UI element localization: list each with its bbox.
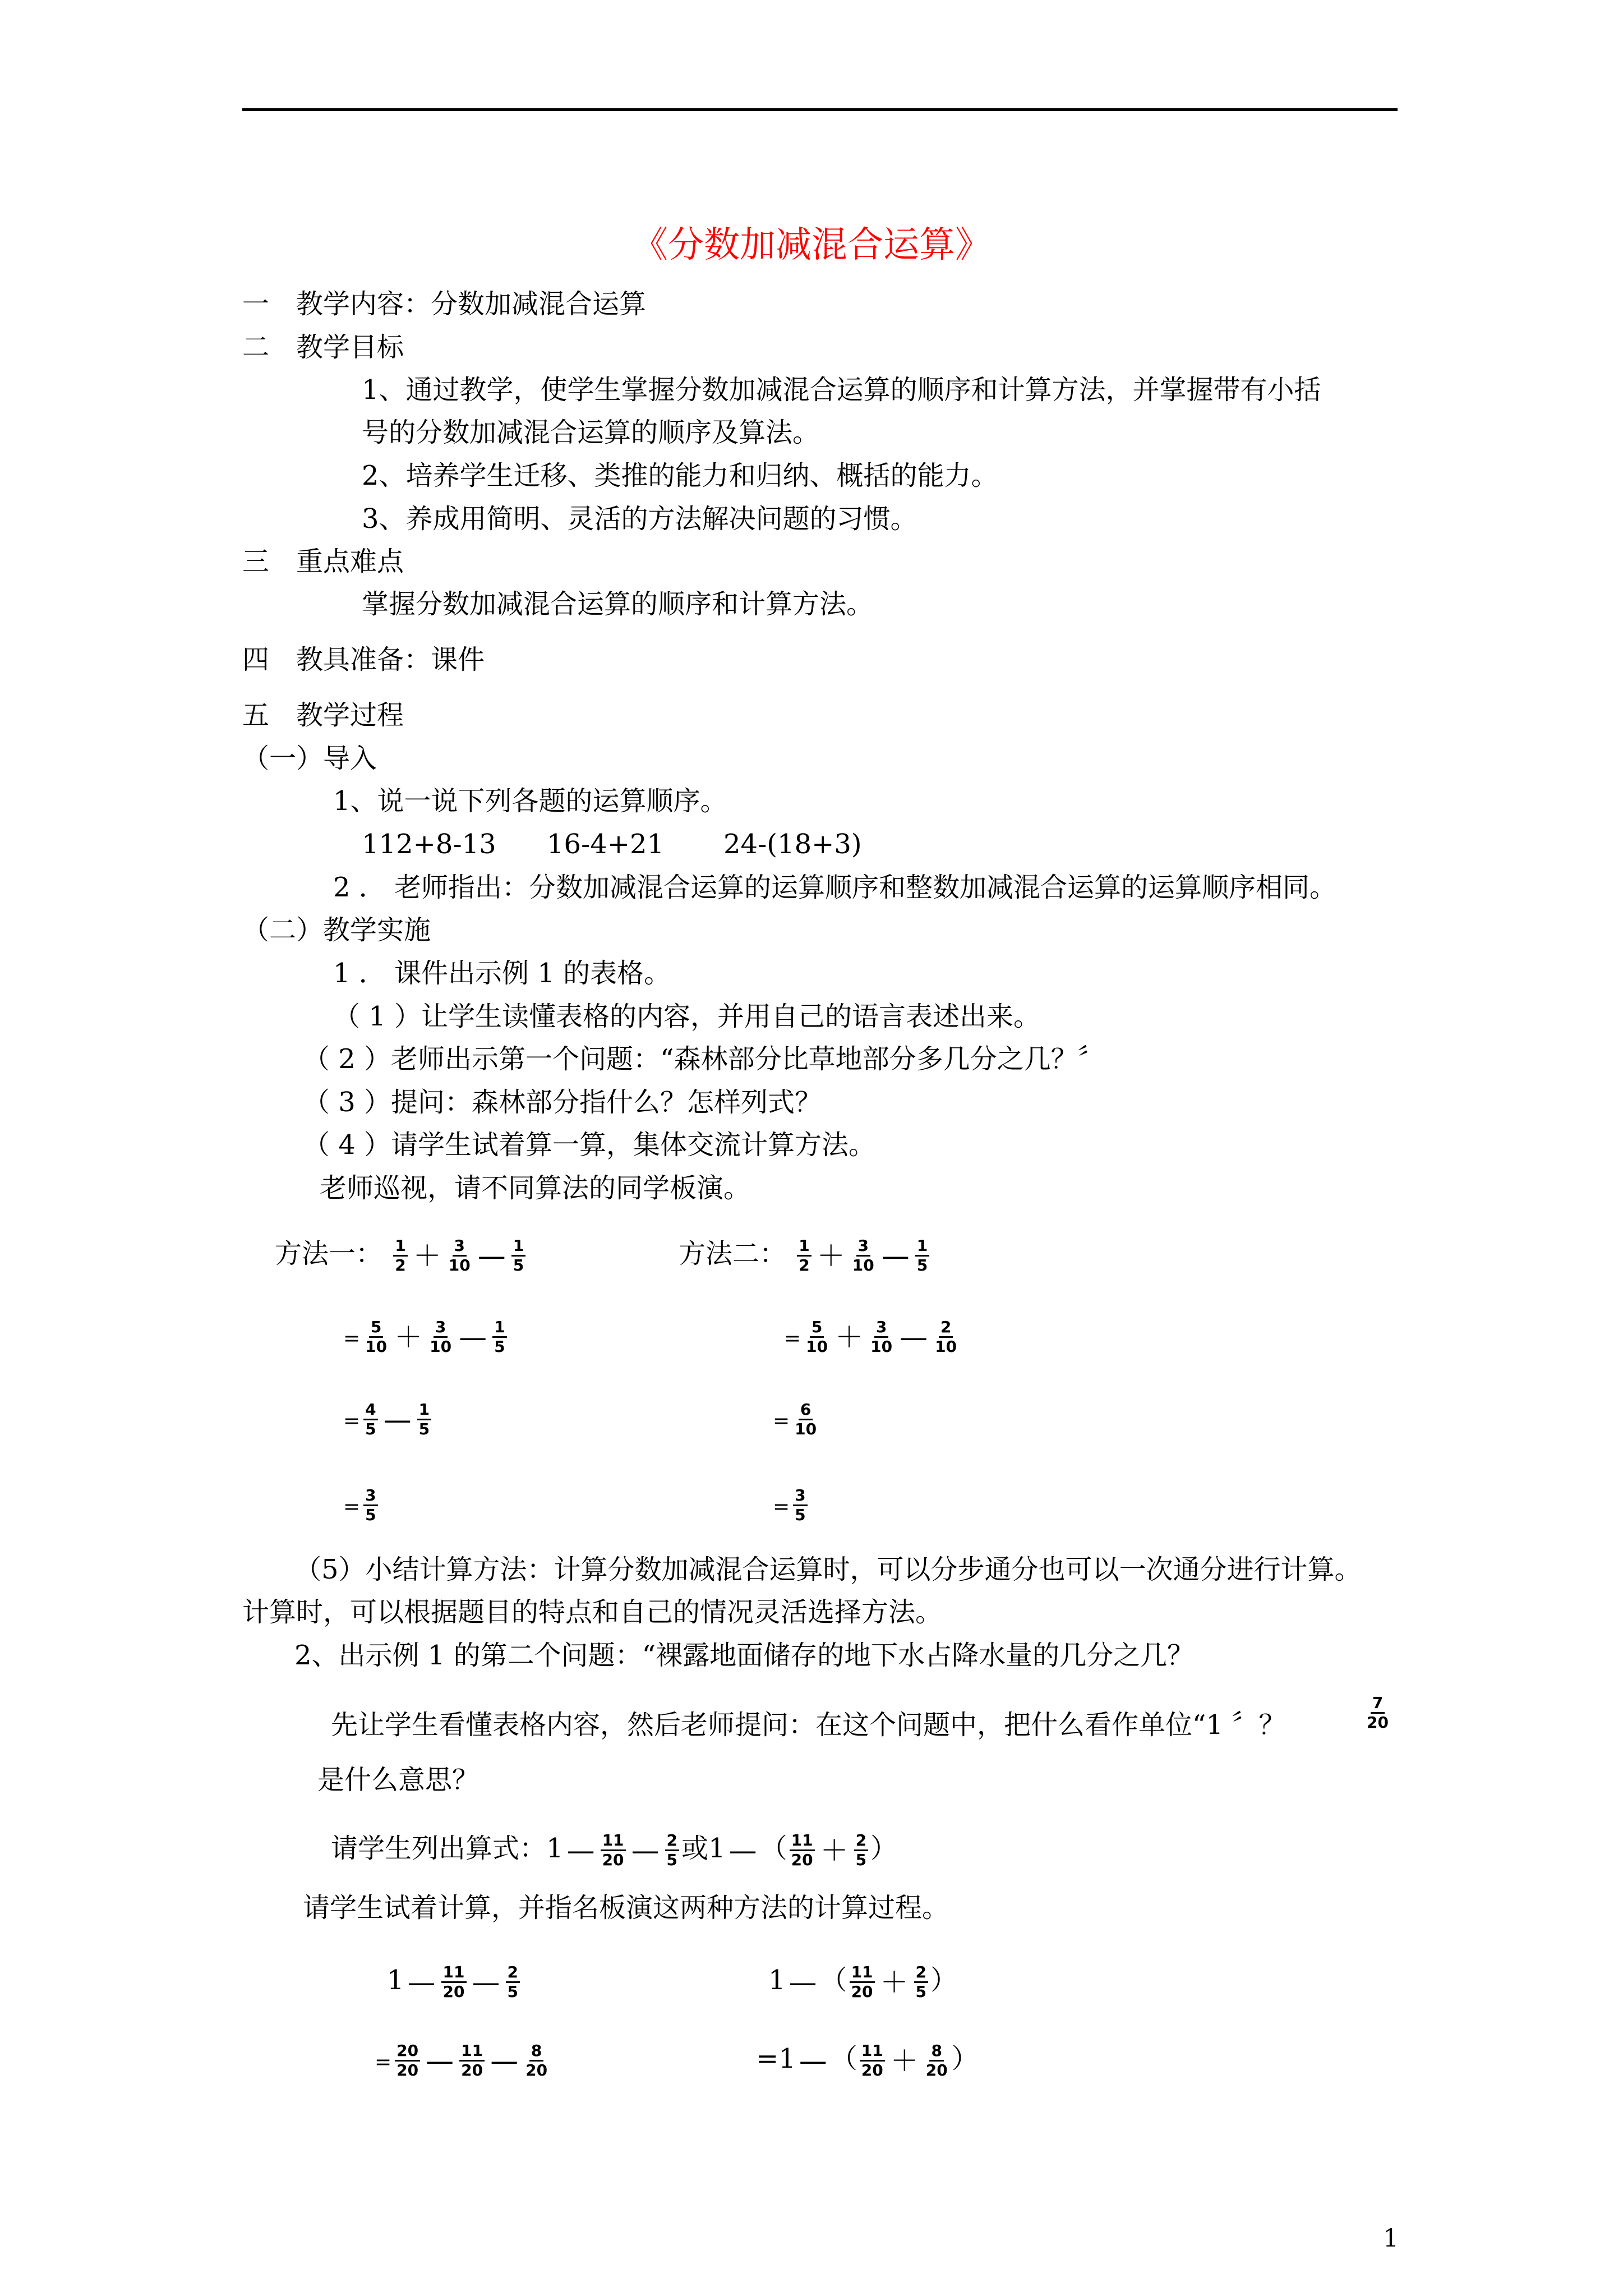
operator-symbol: —	[881, 1239, 910, 1272]
numerator: 11	[860, 2042, 885, 2062]
expression-2: 16-4+21	[547, 829, 665, 860]
inline-text: （	[760, 1833, 787, 1864]
fraction	[601, 1832, 626, 1869]
calc-b-line-1	[768, 1963, 957, 2001]
denominator: 5	[418, 1420, 430, 1438]
denominator: 5	[365, 1420, 376, 1438]
denominator: 10	[806, 1337, 828, 1356]
numerator: 1	[393, 1237, 407, 1257]
numerator: 8	[529, 2042, 543, 2062]
numerator: 3	[434, 1318, 448, 1338]
inline-text: 1	[768, 1964, 786, 1996]
fraction	[363, 1401, 377, 1438]
inline-text: 1	[387, 1964, 404, 1996]
numerator: 3	[856, 1237, 870, 1257]
equals-sign: =	[773, 1410, 790, 1433]
inline-text: ）	[951, 2043, 979, 2074]
look-table-line: 先让学生看懂表格内容，然后老师提问：在这个问题中，把什么看作单位“1 〞？	[331, 1709, 1286, 1741]
equals-sign: =	[343, 1410, 361, 1433]
fraction	[924, 2042, 949, 2079]
operator-symbol: —	[477, 1239, 506, 1272]
calc-b-line-2	[756, 2042, 979, 2079]
fraction	[793, 1487, 807, 1524]
method-2-label	[679, 1237, 932, 1274]
numerator: 4	[363, 1401, 377, 1420]
operator-symbol: ＋	[413, 1239, 441, 1272]
inline-text: （	[820, 1964, 847, 1996]
fraction	[459, 2042, 485, 2079]
numerator: 2	[665, 1832, 679, 1851]
question-1: （ 1 ）让学生读懂表格的内容，并用自己的语言表述出来。	[333, 1001, 1041, 1032]
denominator: 5	[507, 1982, 518, 2001]
operator-symbol: ＋	[820, 1834, 849, 1867]
numerator: 2	[914, 1963, 928, 1983]
numerator: 5	[810, 1318, 824, 1338]
fraction	[915, 1237, 929, 1274]
teacher-tour: 老师巡视，请不同算法的同学板演。	[320, 1172, 751, 1204]
denominator: 20	[851, 1982, 873, 2001]
fraction	[933, 1318, 958, 1356]
fraction	[393, 1237, 407, 1274]
fraction	[492, 1318, 506, 1356]
section-5-process: 五 教学过程	[242, 700, 404, 731]
section-1-content: 一 教学内容：分数加减混合运算	[242, 288, 647, 320]
list-expression-line	[331, 1832, 897, 1869]
inline-text: 方法二：	[679, 1238, 787, 1269]
denominator: 5	[666, 1851, 678, 1869]
denominator: 5	[494, 1337, 505, 1356]
numerator: 1	[915, 1237, 929, 1257]
fraction	[395, 2042, 420, 2079]
inline-text: 请学生列出算式：	[331, 1833, 547, 1864]
equals-sign: =	[343, 1496, 361, 1519]
example-2-question: 2、出示例 1 的第二个问题：“裸露地面储存的地下水占降水量的几分之几？	[294, 1640, 1195, 1671]
expression-1: 112+8-13	[362, 829, 496, 860]
question-4: （ 4 ）请学生试着算一算，集体交流计算方法。	[303, 1129, 876, 1161]
numerator: 2	[854, 1832, 868, 1851]
denominator: 20	[461, 2061, 483, 2079]
denominator: 2	[799, 1256, 810, 1274]
keypoint-text: 掌握分数加减混合运算的顺序和计算方法。	[362, 588, 874, 620]
goal-1-line-1: 1、通过教学，使学生掌握分数加减混合运算的顺序和计算方法，并掌握带有小括	[362, 374, 1321, 406]
numerator: 1	[492, 1318, 506, 1338]
fraction	[790, 1832, 815, 1869]
denominator: 5	[795, 1506, 806, 1524]
fraction	[793, 1401, 818, 1438]
numerator: 1	[417, 1401, 431, 1420]
section-3-keypoints: 三 重点难点	[242, 546, 404, 577]
operator-symbol: —	[728, 1834, 757, 1867]
numerator: 8	[929, 2042, 943, 2062]
denominator: 20	[861, 2061, 883, 2079]
calc-a-line-2	[375, 2042, 551, 2079]
fraction	[1365, 1694, 1390, 1732]
goal-1-line-2: 号的分数加减混合运算的顺序及算法。	[362, 417, 820, 448]
equals-sign: =	[773, 1496, 790, 1519]
question-3: （ 3 ）提问：森林部分指什么？怎样列式？	[303, 1087, 822, 1118]
numerator: 6	[799, 1401, 813, 1420]
denominator: 2	[395, 1256, 406, 1274]
denominator: 20	[396, 2061, 419, 2079]
numerator: 11	[441, 1963, 467, 1983]
intro-item-2: 2 ． 老师指出：分数加减混合运算的运算顺序和整数加减混合运算的运算顺序相同。	[333, 872, 1337, 903]
fraction	[869, 1318, 894, 1356]
inline-text: 1	[546, 1833, 564, 1864]
method-2-result	[773, 1487, 810, 1524]
denominator: 5	[855, 1851, 867, 1869]
fraction	[804, 1318, 829, 1356]
numerator: 1	[511, 1237, 525, 1257]
try-calculation: 请学生试着计算，并指名板演这两种方法的计算过程。	[303, 1892, 949, 1924]
fraction	[860, 2042, 885, 2079]
operator-symbol: ＋	[880, 1966, 909, 1999]
operator-symbol: ＋	[817, 1239, 845, 1272]
method-2-step-2	[773, 1401, 820, 1438]
meaning-question: 是什么意思？	[317, 1764, 479, 1796]
numerator: 3	[453, 1237, 467, 1257]
fraction	[447, 1237, 472, 1274]
operator-symbol: —	[900, 1320, 928, 1354]
goal-3: 3、养成用简明、灵活的方法解决问题的习惯。	[362, 503, 917, 535]
fraction	[797, 1237, 811, 1274]
numerator: 5	[369, 1318, 383, 1338]
denominator: 20	[442, 1982, 465, 2001]
calc-a-line-1	[387, 1963, 522, 2001]
equals-sign: =	[343, 1327, 361, 1350]
equals-sign: =	[375, 2051, 392, 2074]
method-1-label	[275, 1237, 528, 1274]
numerator: 11	[850, 1963, 875, 1983]
inline-text: 或	[681, 1833, 709, 1864]
numerator: 7	[1371, 1694, 1385, 1714]
numerator: 3	[874, 1318, 888, 1338]
numerator: 3	[363, 1487, 377, 1506]
fraction	[428, 1318, 453, 1356]
denominator: 10	[870, 1337, 893, 1356]
denominator: 20	[525, 2061, 548, 2079]
denominator: 10	[448, 1256, 471, 1274]
fraction	[665, 1832, 679, 1869]
question-2: （ 2 ）老师出示第一个问题：“森林部分比草地部分多几分之几？〞	[303, 1043, 1105, 1075]
fraction	[851, 1237, 876, 1274]
numerator: 11	[601, 1832, 626, 1851]
inline-text: 方法一：	[275, 1238, 383, 1269]
numerator: 20	[395, 2042, 420, 2062]
denominator: 20	[1367, 1713, 1389, 1732]
numerator: 11	[459, 2042, 485, 2062]
denominator: 5	[365, 1506, 376, 1524]
denominator: 10	[852, 1256, 874, 1274]
inline-text: （	[830, 2043, 857, 2074]
method-1-step-1	[343, 1318, 509, 1356]
summary-line-1: （5）小结计算方法：计算分数加减混合运算时，可以分步通分也可以一次通分进行计算。	[294, 1554, 1362, 1585]
operator-symbol: —	[631, 1834, 660, 1867]
denominator: 20	[925, 2061, 948, 2079]
denominator: 10	[430, 1337, 452, 1356]
intro-item-1: 1、说一说下列各题的运算顺序。	[333, 785, 727, 817]
equals-sign: =	[784, 1327, 801, 1350]
fraction	[363, 1487, 377, 1524]
summary-line-2: 计算时，可以根据题目的特点和自己的情况灵活选择方法。	[242, 1596, 943, 1628]
numerator: 2	[506, 1963, 520, 1983]
goal-2: 2、培养学生迁移、类推的能力和归纳、概括的能力。	[362, 460, 998, 491]
denominator: 20	[602, 1851, 624, 1869]
fraction-seven-twentieths	[1363, 1694, 1393, 1732]
denominator: 10	[935, 1337, 957, 1356]
numerator: 11	[790, 1832, 815, 1851]
denominator: 5	[513, 1256, 524, 1274]
operator-symbol: —	[383, 1403, 412, 1436]
denominator: 5	[916, 1256, 928, 1274]
operator-symbol: —	[566, 1834, 595, 1867]
page-number: 1	[1383, 2224, 1399, 2253]
fraction	[363, 1318, 389, 1356]
method-2-step-1	[784, 1318, 961, 1356]
operator-symbol: —	[472, 1966, 500, 1999]
method-1-step-2	[343, 1401, 434, 1438]
fraction	[850, 1963, 875, 2001]
operator-symbol: —	[799, 2044, 827, 2077]
operator-symbol: —	[490, 2044, 519, 2077]
part-2-implementation: （二）教学实施	[242, 914, 431, 946]
operator-symbol: ＋	[890, 2044, 919, 2077]
operator-symbol: —	[459, 1320, 487, 1354]
header-rule	[242, 108, 1398, 111]
inline-text: ）	[930, 1964, 958, 1996]
section-4-tools: 四 教具准备：课件	[242, 644, 485, 675]
fraction	[511, 1237, 525, 1274]
numerator: 3	[793, 1487, 807, 1506]
document-title: 《分数加减混合运算》	[632, 224, 991, 266]
operator-symbol: ＋	[394, 1320, 423, 1354]
fraction	[506, 1963, 520, 2001]
numerator: 1	[797, 1237, 811, 1257]
inline-text: ）	[870, 1833, 898, 1864]
fraction	[914, 1963, 928, 2001]
fraction	[441, 1963, 467, 2001]
operator-symbol: —	[789, 1966, 817, 1999]
section-2-goals: 二 教学目标	[242, 332, 404, 363]
denominator: 10	[365, 1337, 388, 1356]
operator-symbol: —	[407, 1966, 436, 1999]
denominator: 20	[791, 1851, 813, 1869]
method-1-result	[343, 1487, 380, 1524]
fraction	[524, 2042, 549, 2079]
part-1-intro: （一）导入	[242, 743, 377, 774]
denominator: 5	[915, 1982, 927, 2001]
inline-text: =1	[756, 2043, 796, 2074]
operator-symbol: ＋	[835, 1320, 864, 1354]
operator-symbol: —	[426, 2044, 454, 2077]
numerator: 2	[939, 1318, 953, 1338]
fraction	[417, 1401, 431, 1438]
inline-text: 1	[708, 1833, 726, 1864]
expression-3: 24-(18+3)	[723, 829, 862, 860]
impl-item-1: 1 ． 课件出示例 1 的表格。	[333, 958, 671, 989]
fraction	[854, 1832, 868, 1869]
denominator: 10	[795, 1420, 817, 1438]
